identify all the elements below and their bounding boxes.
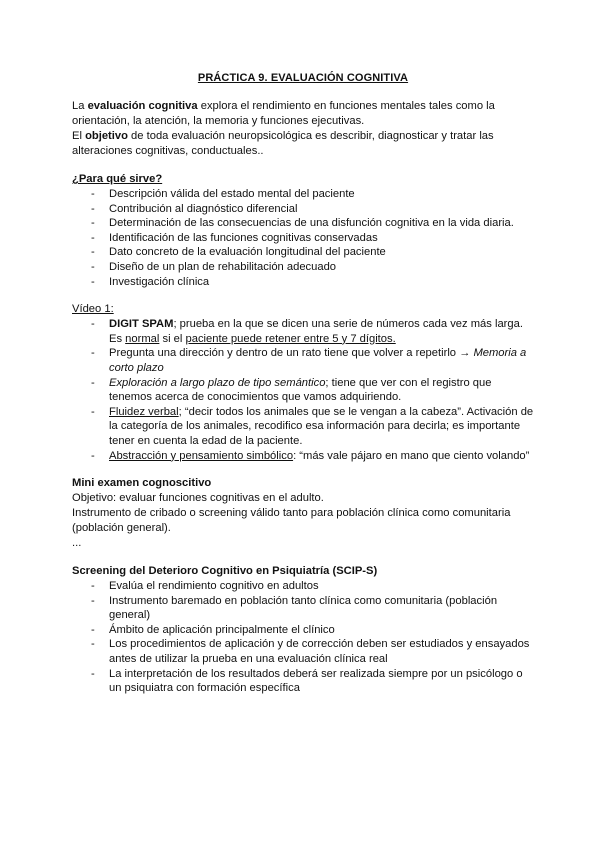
intro-bold-term: evaluación cognitiva: [87, 100, 198, 112]
intro-text: explora el rendimiento en funciones mentales tales como la orientación, la atención, la memoria y funciones ejecutivas.: [72, 100, 495, 127]
list-text-underlined: Abstracción y pensamiento simbólico: [109, 449, 294, 462]
list-text-underlined: paciente puede retener entre 5 y 7 dígitos.: [185, 332, 396, 345]
list-item-short-memory: [91, 346, 534, 375]
list-item-verbal-fluency: [91, 405, 534, 449]
list-item-digit-span: [91, 317, 534, 346]
para-que-list: [72, 187, 534, 289]
video-list: [72, 317, 534, 463]
intro-text: La: [72, 100, 88, 112]
section-heading-mini-examen: Mini examen cognoscitivo: [72, 477, 212, 490]
intro-paragraph-2: [72, 129, 534, 159]
list-item: - Ámbito de aplicación principalmente el clínico: [91, 623, 534, 638]
list-text-underlined: normal: [125, 332, 160, 345]
section-heading-scip: Screening del Deterioro Cognitivo en Psiquiatría (SCIP-S): [72, 565, 378, 578]
digit-span-term: DIGIT SPAM: [109, 318, 174, 331]
document-page: [72, 72, 534, 696]
list-item-long-exploration: [91, 376, 534, 405]
list-text-italic: Exploración a largo plazo de tipo semántico: [109, 376, 326, 389]
list-text-underlined: Fluidez verbal: [109, 405, 179, 418]
list-text: Pregunta una dirección y dentro de un rato tiene que volver a repetirlo →: [109, 347, 474, 360]
intro-text: de toda evaluación neuropsicológica es describir, diagnosticar y tratar las alteraciones cognitivas, conductuales..: [72, 130, 494, 157]
list-text: ; prueba en la que se dicen una serie de números cada vez más larga. Es: [109, 318, 523, 345]
list-item: - Determinación de las consecuencias de una disfunción cognitiva en la vida diaria.: [91, 216, 534, 231]
list-text: ; “decir todos los animales que se le vengan a la cabeza”. Activación de la categoría de los animales, recodifico esa información para decirla; es importante tener en cuenta la edad de la paciente.: [109, 405, 534, 447]
list-text: ; tiene que ver con el registro que tenemos acerca de conocimientos que vamos adquiriendo.: [109, 376, 492, 404]
intro-text: El: [72, 130, 86, 142]
mini-line-3: ...: [72, 537, 82, 550]
intro-bold-term: objetivo: [85, 130, 128, 142]
list-item: - Evalúa el rendimiento cognitivo en adultos: [91, 579, 534, 594]
list-item: - Los procedimientos de aplicación y de corrección deben ser estudiados y ensayados antes de utilizar la prueba en una evaluación clínica real: [91, 637, 534, 666]
mini-line-1: Objetivo: evaluar funciones cognitivas en el adulto.: [72, 492, 324, 505]
list-text-italic: Memoria a corto plazo: [109, 347, 527, 374]
page-title: PRÁCTICA 9. EVALUACIÓN COGNITIVA: [197, 72, 409, 84]
list-item: - Investigación clínica: [91, 275, 534, 290]
list-item: - Descripción válida del estado mental del paciente: [91, 187, 534, 202]
video-label: Vídeo 1:: [72, 303, 114, 316]
list-item: - Diseño de un plan de rehabilitación adecuado: [91, 260, 534, 275]
list-item: - Dato concreto de la evaluación longitudinal del paciente: [91, 245, 534, 260]
list-item: - La interpretación de los resultados deberá ser realizada siempre por un psicólogo o un psiquiatra con formación específica: [91, 667, 534, 696]
intro-paragraph-1: [72, 99, 534, 129]
mini-line-2: Instrumento de cribado o screening válido tanto para población clínica como comunitaria (población general).: [72, 507, 511, 535]
section-heading-para-que: ¿Para qué sirve?: [72, 173, 163, 185]
list-item: - Contribución al diagnóstico diferencial: [91, 202, 534, 217]
list-item-abstraction: [91, 449, 534, 464]
list-text: si el: [159, 332, 186, 345]
scip-list: [72, 579, 534, 696]
list-text: : “más vale pájaro en mano que ciento volando”: [293, 449, 530, 462]
list-item: - Identificación de las funciones cognitivas conservadas: [91, 231, 534, 246]
list-item: - Instrumento baremado en población tanto clínica como comunitaria (población general): [91, 594, 534, 623]
